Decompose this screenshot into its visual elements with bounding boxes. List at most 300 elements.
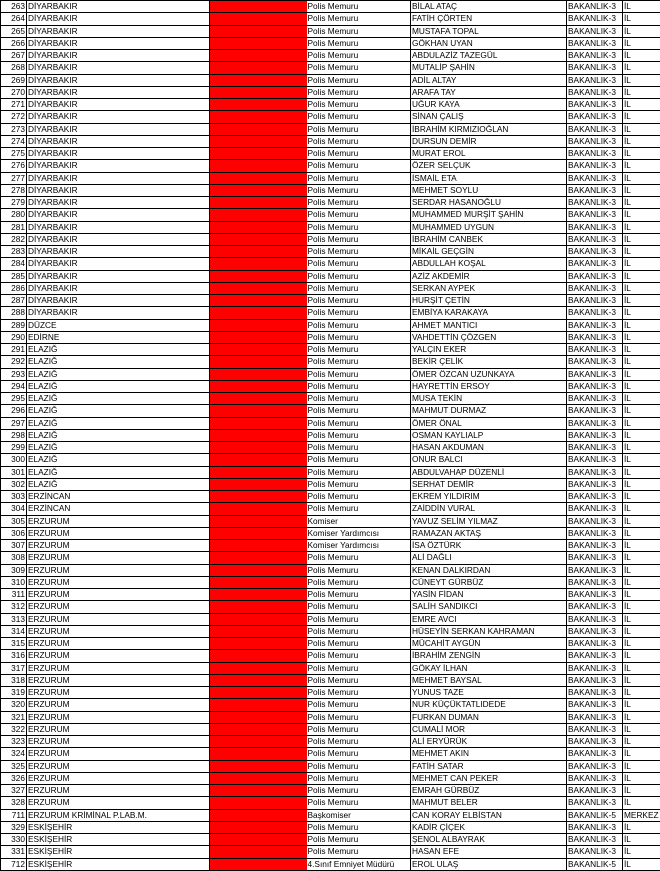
source-cell: BAKANLIK-3 bbox=[567, 295, 623, 307]
rank-cell: Polis Memuru bbox=[307, 846, 411, 858]
level-cell: İL bbox=[623, 111, 660, 123]
row-number: 304 bbox=[1, 503, 27, 515]
row-number: 296 bbox=[1, 405, 27, 417]
full-name-cell: HÜSEYİN SERKAN KAHRAMAN bbox=[411, 625, 567, 637]
table-row bbox=[1, 699, 660, 711]
redacted-cell bbox=[210, 674, 307, 686]
source-cell: BAKANLIK-3 bbox=[567, 1, 623, 13]
redacted-cell bbox=[210, 662, 307, 674]
source-cell: BAKANLIK-3 bbox=[567, 405, 623, 417]
row-number: 711 bbox=[1, 809, 27, 821]
full-name-cell: FATİH ÇÖRTEN bbox=[411, 13, 567, 25]
source-cell: BAKANLIK-3 bbox=[567, 368, 623, 380]
redacted-cell bbox=[210, 135, 307, 147]
redacted-cell bbox=[210, 834, 307, 846]
city-cell: DİYARBAKIR bbox=[27, 86, 210, 98]
level-cell: İL bbox=[623, 258, 660, 270]
redacted-cell bbox=[210, 319, 307, 331]
table-row bbox=[1, 221, 660, 233]
level-cell: İL bbox=[623, 662, 660, 674]
city-cell: ERZURUM bbox=[27, 662, 210, 674]
full-name-cell: EMBİYA KARAKAYA bbox=[411, 307, 567, 319]
rank-cell: Polis Memuru bbox=[307, 736, 411, 748]
rank-cell: Polis Memuru bbox=[307, 221, 411, 233]
row-number: 312 bbox=[1, 601, 27, 613]
full-name-cell: ABDULVAHAP DÜZENLİ bbox=[411, 466, 567, 478]
full-name-cell: MEHMET CAN PEKER bbox=[411, 772, 567, 784]
redacted-cell bbox=[210, 429, 307, 441]
table-row bbox=[1, 527, 660, 539]
source-cell: BAKANLIK-3 bbox=[567, 37, 623, 49]
table-row bbox=[1, 601, 660, 613]
rank-cell: Polis Memuru bbox=[307, 797, 411, 809]
level-cell: İL bbox=[623, 417, 660, 429]
row-number: 322 bbox=[1, 723, 27, 735]
city-cell: ERZURUM bbox=[27, 638, 210, 650]
row-number: 317 bbox=[1, 662, 27, 674]
full-name-cell: MEHMET BAYSAL bbox=[411, 674, 567, 686]
source-cell: BAKANLIK-3 bbox=[567, 821, 623, 833]
source-cell: BAKANLIK-3 bbox=[567, 687, 623, 699]
level-cell: İL bbox=[623, 233, 660, 245]
redacted-cell bbox=[210, 821, 307, 833]
rank-cell: Polis Memuru bbox=[307, 86, 411, 98]
level-cell: İL bbox=[623, 772, 660, 784]
rank-cell: Polis Memuru bbox=[307, 503, 411, 515]
full-name-cell: MAHMUT DURMAZ bbox=[411, 405, 567, 417]
full-name-cell: MÜCAHİT AYGÜN bbox=[411, 638, 567, 650]
redacted-cell bbox=[210, 723, 307, 735]
full-name-cell: YASİN FİDAN bbox=[411, 589, 567, 601]
rank-cell: Polis Memuru bbox=[307, 821, 411, 833]
table-row bbox=[1, 86, 660, 98]
full-name-cell: EMRE AVCI bbox=[411, 613, 567, 625]
row-number: 311 bbox=[1, 589, 27, 601]
row-number: 281 bbox=[1, 221, 27, 233]
source-cell: BAKANLIK-3 bbox=[567, 50, 623, 62]
level-cell: İL bbox=[623, 650, 660, 662]
full-name-cell: GÖKAY İLHAN bbox=[411, 662, 567, 674]
city-cell: ELAZIĞ bbox=[27, 478, 210, 490]
city-cell: ESKİŞEHİR bbox=[27, 846, 210, 858]
source-cell: BAKANLIK-3 bbox=[567, 99, 623, 111]
table-row bbox=[1, 368, 660, 380]
full-name-cell: GÖKHAN UYAN bbox=[411, 37, 567, 49]
redacted-cell bbox=[210, 699, 307, 711]
table-row bbox=[1, 760, 660, 772]
rank-cell: Polis Memuru bbox=[307, 184, 411, 196]
redacted-cell bbox=[210, 589, 307, 601]
level-cell: İL bbox=[623, 1, 660, 13]
table-row bbox=[1, 687, 660, 699]
table-row bbox=[1, 13, 660, 25]
full-name-cell: MEHMET SOYLU bbox=[411, 184, 567, 196]
full-name-cell: HASAN EFE bbox=[411, 846, 567, 858]
full-name-cell: EROL ULAŞ bbox=[411, 858, 567, 870]
redacted-cell bbox=[210, 809, 307, 821]
redacted-cell bbox=[210, 442, 307, 454]
full-name-cell: ADİL ALTAY bbox=[411, 74, 567, 86]
rank-cell: Polis Memuru bbox=[307, 760, 411, 772]
full-name-cell: ÖMER ÖNAL bbox=[411, 417, 567, 429]
source-cell: BAKANLIK-3 bbox=[567, 429, 623, 441]
level-cell: İL bbox=[623, 736, 660, 748]
table-row bbox=[1, 209, 660, 221]
row-number: 269 bbox=[1, 74, 27, 86]
source-cell: BAKANLIK-3 bbox=[567, 111, 623, 123]
rank-cell: Polis Memuru bbox=[307, 491, 411, 503]
table-row bbox=[1, 258, 660, 270]
table-row bbox=[1, 858, 660, 870]
table-row bbox=[1, 552, 660, 564]
rank-cell: Polis Memuru bbox=[307, 576, 411, 588]
row-number: 275 bbox=[1, 148, 27, 160]
source-cell: BAKANLIK-3 bbox=[567, 233, 623, 245]
source-cell: BAKANLIK-3 bbox=[567, 748, 623, 760]
source-cell: BAKANLIK-3 bbox=[567, 184, 623, 196]
city-cell: ESKİŞEHİR bbox=[27, 858, 210, 870]
rank-cell: Polis Memuru bbox=[307, 258, 411, 270]
row-number: 323 bbox=[1, 736, 27, 748]
city-cell: ELAZIĞ bbox=[27, 405, 210, 417]
table-row bbox=[1, 564, 660, 576]
city-cell: ELAZIĞ bbox=[27, 442, 210, 454]
row-number: 279 bbox=[1, 197, 27, 209]
table-row bbox=[1, 270, 660, 282]
rank-cell: Polis Memuru bbox=[307, 270, 411, 282]
row-number: 298 bbox=[1, 429, 27, 441]
city-cell: DİYARBAKIR bbox=[27, 307, 210, 319]
redacted-cell bbox=[210, 393, 307, 405]
row-number: 265 bbox=[1, 25, 27, 37]
row-number: 303 bbox=[1, 491, 27, 503]
source-cell: BAKANLIK-3 bbox=[567, 503, 623, 515]
full-name-cell: İSMAİL ETA bbox=[411, 172, 567, 184]
level-cell: İL bbox=[623, 13, 660, 25]
table-row bbox=[1, 62, 660, 74]
full-name-cell: CUMALİ MOR bbox=[411, 723, 567, 735]
redacted-cell bbox=[210, 307, 307, 319]
rank-cell: Polis Memuru bbox=[307, 405, 411, 417]
source-cell: BAKANLIK-3 bbox=[567, 148, 623, 160]
row-number: 274 bbox=[1, 135, 27, 147]
redacted-cell bbox=[210, 356, 307, 368]
source-cell: BAKANLIK-3 bbox=[567, 86, 623, 98]
full-name-cell: YAVUZ SELİM YILMAZ bbox=[411, 515, 567, 527]
table-row bbox=[1, 503, 660, 515]
source-cell: BAKANLIK-3 bbox=[567, 319, 623, 331]
full-name-cell: HURŞİT ÇETİN bbox=[411, 295, 567, 307]
city-cell: ERZURUM bbox=[27, 576, 210, 588]
row-number: 301 bbox=[1, 466, 27, 478]
source-cell: BAKANLIK-3 bbox=[567, 62, 623, 74]
source-cell: BAKANLIK-3 bbox=[567, 393, 623, 405]
rank-cell: Polis Memuru bbox=[307, 650, 411, 662]
rank-cell: Polis Memuru bbox=[307, 368, 411, 380]
redacted-cell bbox=[210, 50, 307, 62]
redacted-cell bbox=[210, 638, 307, 650]
full-name-cell: NUR KÜÇÜKTATLIDEDE bbox=[411, 699, 567, 711]
rank-cell: Polis Memuru bbox=[307, 148, 411, 160]
city-cell: ESKİŞEHİR bbox=[27, 821, 210, 833]
table-row bbox=[1, 307, 660, 319]
full-name-cell: FURKAN DUMAN bbox=[411, 711, 567, 723]
row-number: 272 bbox=[1, 111, 27, 123]
level-cell: İL bbox=[623, 674, 660, 686]
city-cell: DİYARBAKIR bbox=[27, 270, 210, 282]
level-cell: İL bbox=[623, 821, 660, 833]
redacted-cell bbox=[210, 491, 307, 503]
table-row bbox=[1, 625, 660, 637]
redacted-cell bbox=[210, 246, 307, 258]
city-cell: DİYARBAKIR bbox=[27, 13, 210, 25]
source-cell: BAKANLIK-3 bbox=[567, 417, 623, 429]
row-number: 331 bbox=[1, 846, 27, 858]
source-cell: BAKANLIK-3 bbox=[567, 564, 623, 576]
row-number: 324 bbox=[1, 748, 27, 760]
full-name-cell: OSMAN KAYLIALP bbox=[411, 429, 567, 441]
source-cell: BAKANLIK-3 bbox=[567, 797, 623, 809]
rank-cell: Polis Memuru bbox=[307, 589, 411, 601]
source-cell: BAKANLIK-3 bbox=[567, 454, 623, 466]
redacted-cell bbox=[210, 540, 307, 552]
source-cell: BAKANLIK-3 bbox=[567, 723, 623, 735]
city-cell: DİYARBAKIR bbox=[27, 160, 210, 172]
full-name-cell: ÖMER ÖZCAN UZUNKAYA bbox=[411, 368, 567, 380]
rank-cell: Polis Memuru bbox=[307, 172, 411, 184]
source-cell: BAKANLIK-3 bbox=[567, 772, 623, 784]
city-cell: ELAZIĞ bbox=[27, 429, 210, 441]
rank-cell: Polis Memuru bbox=[307, 380, 411, 392]
level-cell: İL bbox=[623, 638, 660, 650]
level-cell: İL bbox=[623, 307, 660, 319]
table-row bbox=[1, 711, 660, 723]
table-row bbox=[1, 74, 660, 86]
redacted-cell bbox=[210, 576, 307, 588]
table-body bbox=[1, 1, 660, 871]
city-cell: ERZURUM KRİMİNAL P.LAB.M. bbox=[27, 809, 210, 821]
full-name-cell: ALİ ERYÜRÜK bbox=[411, 736, 567, 748]
full-name-cell: BİLAL ATAÇ bbox=[411, 1, 567, 13]
city-cell: ERZURUM bbox=[27, 527, 210, 539]
level-cell: İL bbox=[623, 785, 660, 797]
row-number: 276 bbox=[1, 160, 27, 172]
redacted-cell bbox=[210, 736, 307, 748]
city-cell: DİYARBAKIR bbox=[27, 74, 210, 86]
redacted-cell bbox=[210, 331, 307, 343]
table-row bbox=[1, 772, 660, 784]
source-cell: BAKANLIK-3 bbox=[567, 478, 623, 490]
table-row bbox=[1, 736, 660, 748]
city-cell: DİYARBAKIR bbox=[27, 197, 210, 209]
table-row bbox=[1, 417, 660, 429]
table-row bbox=[1, 638, 660, 650]
level-cell: İL bbox=[623, 246, 660, 258]
city-cell: DİYARBAKIR bbox=[27, 25, 210, 37]
table-row bbox=[1, 123, 660, 135]
table-row bbox=[1, 111, 660, 123]
full-name-cell: MUTALİP ŞAHİN bbox=[411, 62, 567, 74]
rank-cell: Polis Memuru bbox=[307, 601, 411, 613]
row-number: 318 bbox=[1, 674, 27, 686]
row-number: 300 bbox=[1, 454, 27, 466]
source-cell: BAKANLIK-3 bbox=[567, 589, 623, 601]
row-number: 310 bbox=[1, 576, 27, 588]
source-cell: BAKANLIK-3 bbox=[567, 270, 623, 282]
source-cell: BAKANLIK-3 bbox=[567, 25, 623, 37]
level-cell: İL bbox=[623, 209, 660, 221]
row-number: 264 bbox=[1, 13, 27, 25]
rank-cell: Polis Memuru bbox=[307, 344, 411, 356]
level-cell: İL bbox=[623, 564, 660, 576]
level-cell: MERKEZ bbox=[623, 809, 660, 821]
full-name-cell: MAHMUT BELER bbox=[411, 797, 567, 809]
row-number: 291 bbox=[1, 344, 27, 356]
full-name-cell: ARAFA TAY bbox=[411, 86, 567, 98]
city-cell: DİYARBAKIR bbox=[27, 50, 210, 62]
row-number: 320 bbox=[1, 699, 27, 711]
city-cell: ELAZIĞ bbox=[27, 344, 210, 356]
full-name-cell: YALÇIN EKER bbox=[411, 344, 567, 356]
full-name-cell: CAN KORAY ELBİSTAN bbox=[411, 809, 567, 821]
city-cell: DİYARBAKIR bbox=[27, 246, 210, 258]
row-number: 329 bbox=[1, 821, 27, 833]
source-cell: BAKANLIK-3 bbox=[567, 711, 623, 723]
full-name-cell: ABDULLAH KOŞAL bbox=[411, 258, 567, 270]
rank-cell: Polis Memuru bbox=[307, 466, 411, 478]
level-cell: İL bbox=[623, 160, 660, 172]
city-cell: EDİRNE bbox=[27, 331, 210, 343]
level-cell: İL bbox=[623, 331, 660, 343]
rank-cell: Polis Memuru bbox=[307, 307, 411, 319]
source-cell: BAKANLIK-3 bbox=[567, 515, 623, 527]
full-name-cell: CÜNEYT GÜRBÜZ bbox=[411, 576, 567, 588]
table-row bbox=[1, 25, 660, 37]
city-cell: ERZURUM bbox=[27, 515, 210, 527]
rank-cell: Polis Memuru bbox=[307, 50, 411, 62]
redacted-cell bbox=[210, 184, 307, 196]
city-cell: DİYARBAKIR bbox=[27, 99, 210, 111]
level-cell: İL bbox=[623, 515, 660, 527]
rank-cell: Polis Memuru bbox=[307, 711, 411, 723]
source-cell: BAKANLIK-3 bbox=[567, 662, 623, 674]
redacted-cell bbox=[210, 785, 307, 797]
full-name-cell: HAYRETTİN ERSOY bbox=[411, 380, 567, 392]
source-cell: BAKANLIK-3 bbox=[567, 650, 623, 662]
city-cell: DİYARBAKIR bbox=[27, 233, 210, 245]
table-row bbox=[1, 295, 660, 307]
table-row bbox=[1, 99, 660, 111]
table-row bbox=[1, 613, 660, 625]
redacted-cell bbox=[210, 86, 307, 98]
rank-cell: Polis Memuru bbox=[307, 454, 411, 466]
rank-cell: Polis Memuru bbox=[307, 785, 411, 797]
full-name-cell: FATİH SATAR bbox=[411, 760, 567, 772]
city-cell: ERZURUM bbox=[27, 601, 210, 613]
source-cell: BAKANLIK-3 bbox=[567, 209, 623, 221]
source-cell: BAKANLIK-3 bbox=[567, 834, 623, 846]
level-cell: İL bbox=[623, 50, 660, 62]
rank-cell: Polis Memuru bbox=[307, 417, 411, 429]
full-name-cell: ALİ DAĞLI bbox=[411, 552, 567, 564]
full-name-cell: İBRAHİM KIRMIZIOĞLAN bbox=[411, 123, 567, 135]
source-cell: BAKANLIK-3 bbox=[567, 356, 623, 368]
rank-cell: Polis Memuru bbox=[307, 699, 411, 711]
row-number: 290 bbox=[1, 331, 27, 343]
table-row bbox=[1, 515, 660, 527]
source-cell: BAKANLIK-3 bbox=[567, 491, 623, 503]
redacted-cell bbox=[210, 233, 307, 245]
city-cell: ERZURUM bbox=[27, 625, 210, 637]
city-cell: ERZURUM bbox=[27, 589, 210, 601]
city-cell: DİYARBAKIR bbox=[27, 209, 210, 221]
level-cell: İL bbox=[623, 846, 660, 858]
redacted-cell bbox=[210, 417, 307, 429]
source-cell: BAKANLIK-3 bbox=[567, 699, 623, 711]
level-cell: İL bbox=[623, 429, 660, 441]
full-name-cell: MUHAMMED MURŞİT ŞAHİN bbox=[411, 209, 567, 221]
table-row bbox=[1, 650, 660, 662]
level-cell: İL bbox=[623, 74, 660, 86]
redacted-cell bbox=[210, 515, 307, 527]
table-row bbox=[1, 454, 660, 466]
full-name-cell: MUHAMMED UYGUN bbox=[411, 221, 567, 233]
row-number: 314 bbox=[1, 625, 27, 637]
rank-cell: Polis Memuru bbox=[307, 111, 411, 123]
full-name-cell: HASAN AKDUMAN bbox=[411, 442, 567, 454]
source-cell: BAKANLIK-3 bbox=[567, 160, 623, 172]
redacted-cell bbox=[210, 172, 307, 184]
city-cell: ERZİNCAN bbox=[27, 503, 210, 515]
full-name-cell: MUSTAFA TOPAL bbox=[411, 25, 567, 37]
table-row bbox=[1, 662, 660, 674]
rank-cell: Polis Memuru bbox=[307, 1, 411, 13]
city-cell: DİYARBAKIR bbox=[27, 221, 210, 233]
row-number: 327 bbox=[1, 785, 27, 797]
source-cell: BAKANLIK-3 bbox=[567, 613, 623, 625]
level-cell: İL bbox=[623, 466, 660, 478]
redacted-cell bbox=[210, 295, 307, 307]
full-name-cell: KADİR ÇİÇEK bbox=[411, 821, 567, 833]
city-cell: ELAZIĞ bbox=[27, 454, 210, 466]
row-number: 321 bbox=[1, 711, 27, 723]
full-name-cell: ZAİDDİN VURAL bbox=[411, 503, 567, 515]
city-cell: DİYARBAKIR bbox=[27, 111, 210, 123]
level-cell: İL bbox=[623, 62, 660, 74]
source-cell: BAKANLIK-3 bbox=[567, 246, 623, 258]
row-number: 263 bbox=[1, 1, 27, 13]
level-cell: İL bbox=[623, 86, 660, 98]
rank-cell: Polis Memuru bbox=[307, 613, 411, 625]
table-row bbox=[1, 282, 660, 294]
table-row bbox=[1, 393, 660, 405]
level-cell: İL bbox=[623, 552, 660, 564]
table-row bbox=[1, 540, 660, 552]
full-name-cell: MURAT EROL bbox=[411, 148, 567, 160]
source-cell: BAKANLIK-5 bbox=[567, 858, 623, 870]
full-name-cell: ÖZER SELÇUK bbox=[411, 160, 567, 172]
table-row bbox=[1, 821, 660, 833]
rank-cell: Polis Memuru bbox=[307, 209, 411, 221]
city-cell: DİYARBAKIR bbox=[27, 184, 210, 196]
full-name-cell: İSA ÖZTÜRK bbox=[411, 540, 567, 552]
full-name-cell: İBRAHİM CANBEK bbox=[411, 233, 567, 245]
source-cell: BAKANLIK-3 bbox=[567, 331, 623, 343]
city-cell: ERZURUM bbox=[27, 736, 210, 748]
table-row bbox=[1, 748, 660, 760]
redacted-cell bbox=[210, 527, 307, 539]
table-row bbox=[1, 148, 660, 160]
